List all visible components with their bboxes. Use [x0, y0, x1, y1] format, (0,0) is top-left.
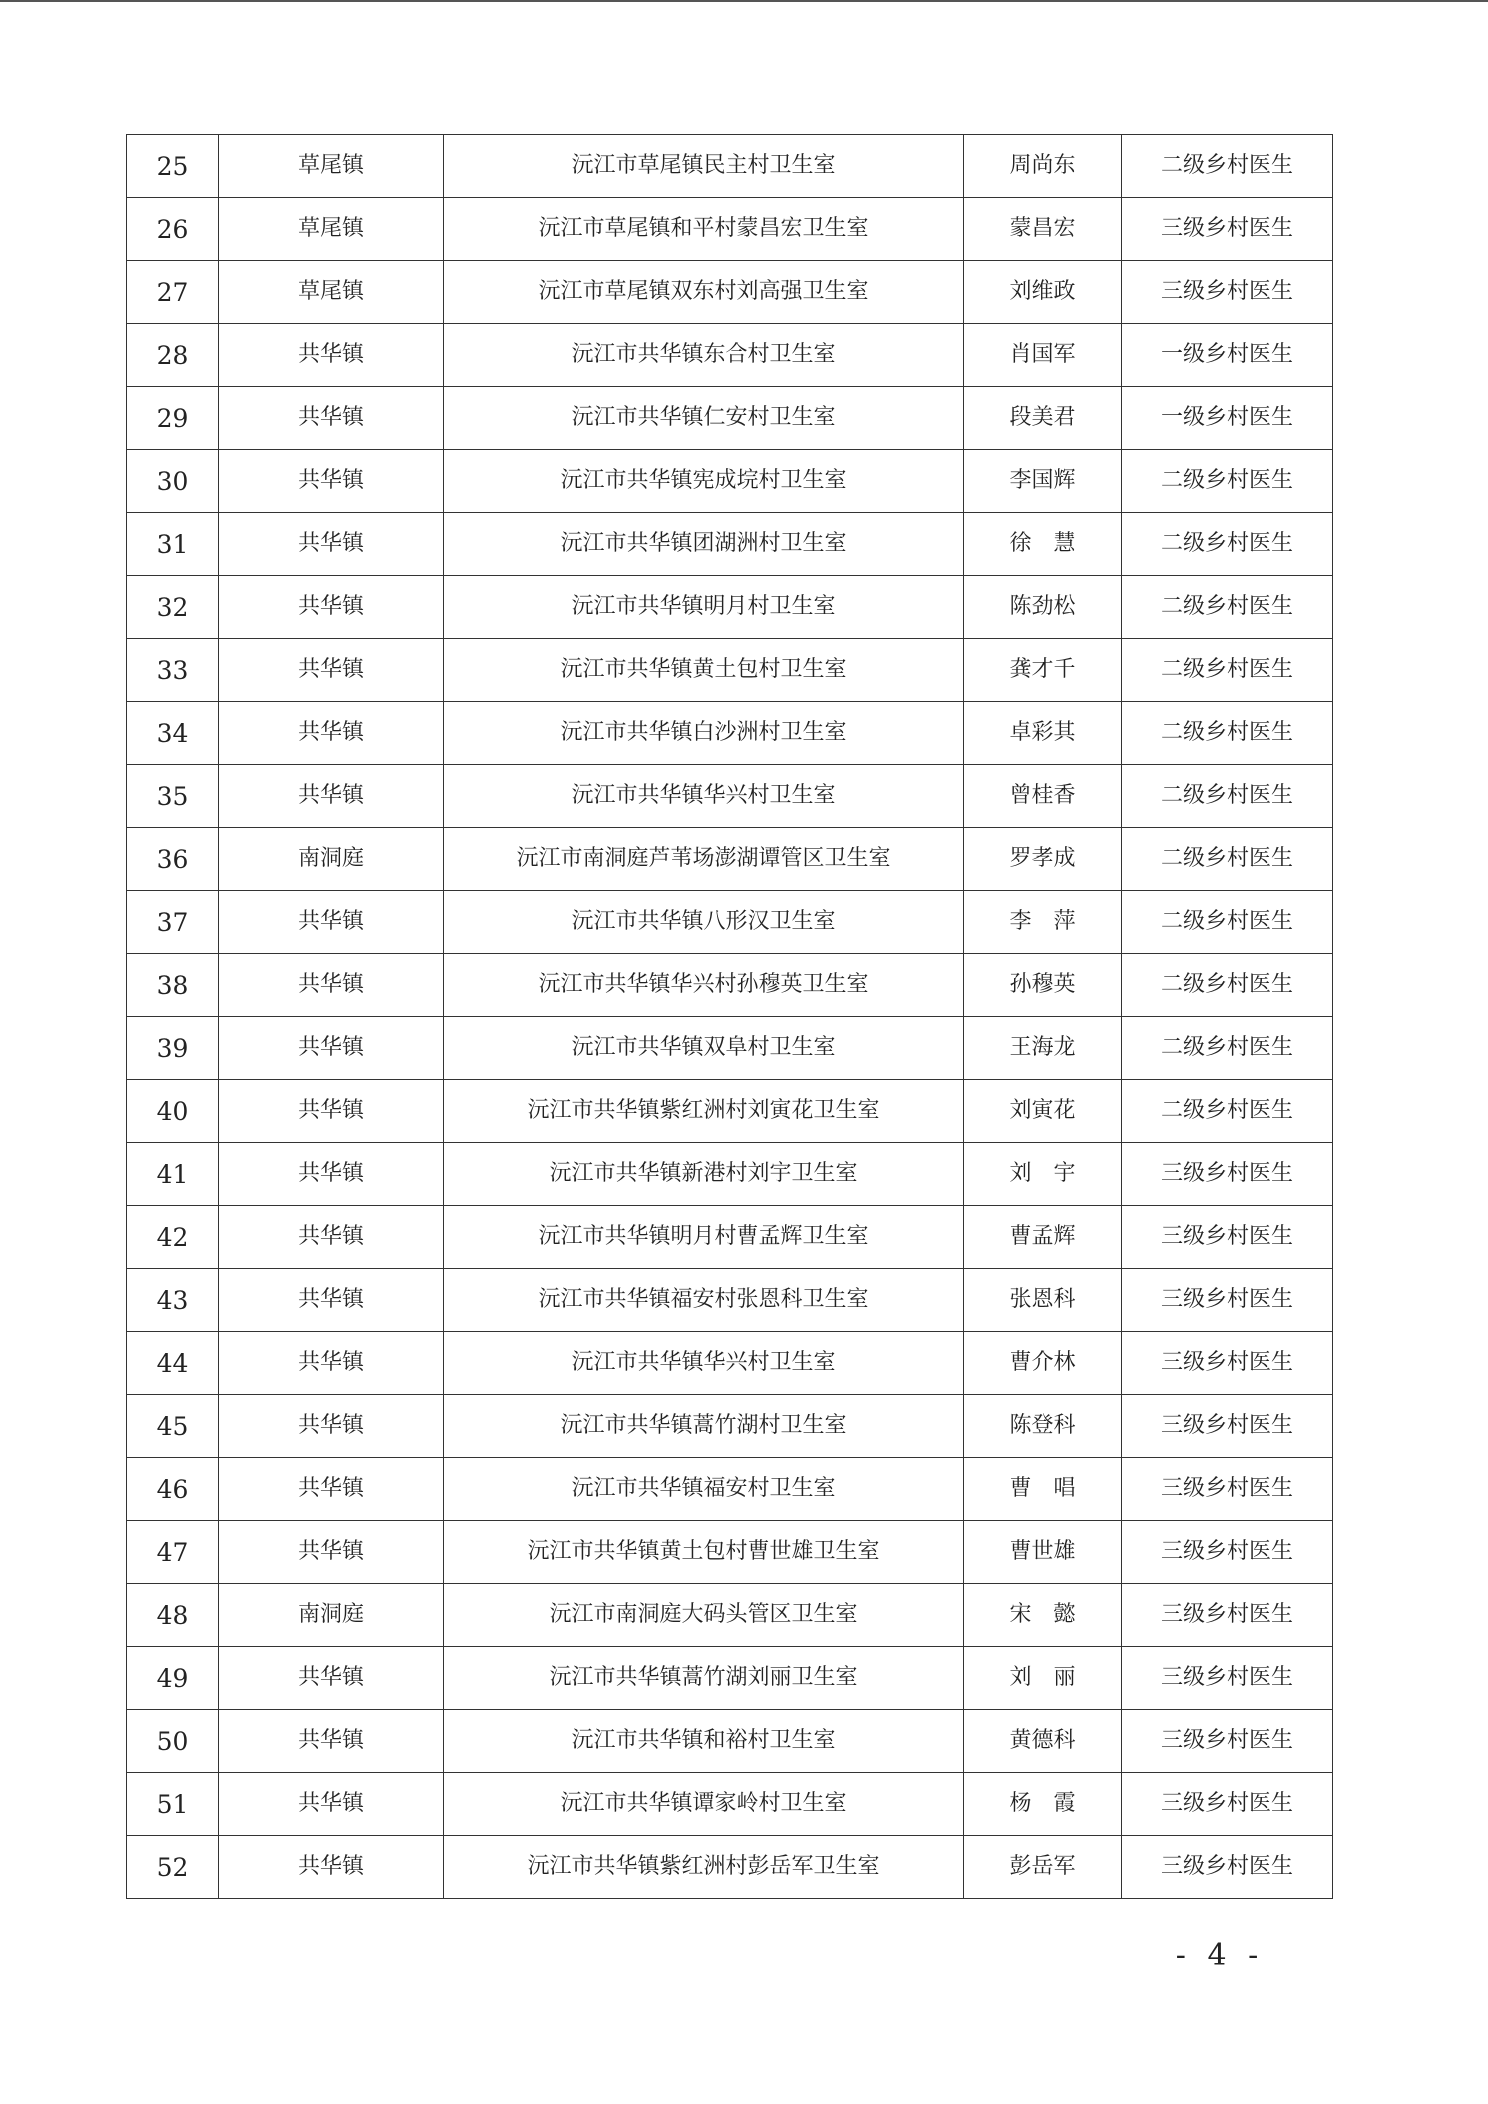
cell-doctor-name: 王海龙	[964, 1017, 1122, 1080]
cell-clinic: 沅江市共华镇黄土包村曹世雄卫生室	[444, 1521, 964, 1584]
cell-doctor-name: 刘 宇	[964, 1143, 1122, 1206]
cell-doctor-level: 三级乡村医生	[1122, 261, 1333, 324]
cell-number: 50	[127, 1710, 219, 1773]
cell-clinic: 沅江市共华镇蒿竹湖刘丽卫生室	[444, 1647, 964, 1710]
cell-doctor-level: 三级乡村医生	[1122, 1710, 1333, 1773]
cell-number: 42	[127, 1206, 219, 1269]
cell-doctor-name: 李国辉	[964, 450, 1122, 513]
cell-town: 共华镇	[219, 1332, 444, 1395]
cell-number: 38	[127, 954, 219, 1017]
table-row	[127, 135, 1333, 198]
table-row	[127, 1269, 1333, 1332]
cell-town: 共华镇	[219, 387, 444, 450]
cell-clinic: 沅江市草尾镇双东村刘高强卫生室	[444, 261, 964, 324]
cell-number: 36	[127, 828, 219, 891]
cell-number: 48	[127, 1584, 219, 1647]
cell-town: 草尾镇	[219, 198, 444, 261]
cell-doctor-level: 一级乡村医生	[1122, 324, 1333, 387]
cell-number: 28	[127, 324, 219, 387]
cell-number: 41	[127, 1143, 219, 1206]
cell-doctor-name: 罗孝成	[964, 828, 1122, 891]
cell-doctor-level: 二级乡村医生	[1122, 828, 1333, 891]
cell-doctor-name: 陈登科	[964, 1395, 1122, 1458]
cell-clinic: 沅江市共华镇华兴村卫生室	[444, 1332, 964, 1395]
cell-doctor-name: 黄德科	[964, 1710, 1122, 1773]
cell-town: 共华镇	[219, 765, 444, 828]
cell-clinic: 沅江市南洞庭芦苇场澎湖谭管区卫生室	[444, 828, 964, 891]
cell-number: 34	[127, 702, 219, 765]
table-row	[127, 198, 1333, 261]
cell-town: 南洞庭	[219, 828, 444, 891]
cell-doctor-name: 李 萍	[964, 891, 1122, 954]
cell-doctor-name: 段美君	[964, 387, 1122, 450]
table-row	[127, 387, 1333, 450]
cell-number: 46	[127, 1458, 219, 1521]
cell-doctor-name: 彭岳军	[964, 1836, 1122, 1899]
cell-clinic: 沅江市共华镇团湖洲村卫生室	[444, 513, 964, 576]
cell-town: 共华镇	[219, 513, 444, 576]
cell-doctor-level: 二级乡村医生	[1122, 1017, 1333, 1080]
cell-town: 共华镇	[219, 1143, 444, 1206]
cell-town: 共华镇	[219, 1017, 444, 1080]
cell-doctor-name: 孙穆英	[964, 954, 1122, 1017]
cell-clinic: 沅江市共华镇黄土包村卫生室	[444, 639, 964, 702]
cell-doctor-level: 三级乡村医生	[1122, 1395, 1333, 1458]
cell-clinic: 沅江市草尾镇和平村蒙昌宏卫生室	[444, 198, 964, 261]
table-row	[127, 954, 1333, 1017]
cell-number: 29	[127, 387, 219, 450]
cell-clinic: 沅江市共华镇东合村卫生室	[444, 324, 964, 387]
cell-clinic: 沅江市草尾镇民主村卫生室	[444, 135, 964, 198]
cell-town: 草尾镇	[219, 261, 444, 324]
cell-clinic: 沅江市共华镇福安村张恩科卫生室	[444, 1269, 964, 1332]
cell-town: 共华镇	[219, 1458, 444, 1521]
cell-number: 39	[127, 1017, 219, 1080]
cell-doctor-level: 二级乡村医生	[1122, 135, 1333, 198]
table-row	[127, 1773, 1333, 1836]
cell-town: 共华镇	[219, 450, 444, 513]
cell-clinic: 沅江市南洞庭大码头管区卫生室	[444, 1584, 964, 1647]
cell-doctor-level: 三级乡村医生	[1122, 1521, 1333, 1584]
cell-clinic: 沅江市共华镇仁安村卫生室	[444, 387, 964, 450]
cell-town: 共华镇	[219, 954, 444, 1017]
cell-town: 共华镇	[219, 891, 444, 954]
table-row	[127, 891, 1333, 954]
cell-number: 43	[127, 1269, 219, 1332]
cell-clinic: 沅江市共华镇福安村卫生室	[444, 1458, 964, 1521]
cell-number: 35	[127, 765, 219, 828]
table-body	[127, 135, 1333, 1899]
table-row	[127, 702, 1333, 765]
cell-doctor-name: 陈劲松	[964, 576, 1122, 639]
cell-town: 共华镇	[219, 1080, 444, 1143]
cell-doctor-level: 三级乡村医生	[1122, 1647, 1333, 1710]
cell-doctor-name: 曾桂香	[964, 765, 1122, 828]
cell-doctor-name: 龚才千	[964, 639, 1122, 702]
cell-clinic: 沅江市共华镇新港村刘宇卫生室	[444, 1143, 964, 1206]
cell-clinic: 沅江市共华镇紫红洲村刘寅花卫生室	[444, 1080, 964, 1143]
cell-town: 共华镇	[219, 702, 444, 765]
cell-clinic: 沅江市共华镇八形汉卫生室	[444, 891, 964, 954]
cell-number: 45	[127, 1395, 219, 1458]
table-row	[127, 639, 1333, 702]
cell-doctor-name: 张恩科	[964, 1269, 1122, 1332]
cell-doctor-name: 曹孟辉	[964, 1206, 1122, 1269]
cell-town: 共华镇	[219, 1395, 444, 1458]
table-row	[127, 1143, 1333, 1206]
top-border-line	[0, 0, 1488, 2]
table-row	[127, 1584, 1333, 1647]
table-row	[127, 828, 1333, 891]
table-row	[127, 1395, 1333, 1458]
table-row	[127, 1080, 1333, 1143]
cell-doctor-name: 刘 丽	[964, 1647, 1122, 1710]
cell-doctor-level: 二级乡村医生	[1122, 576, 1333, 639]
table-row	[127, 1206, 1333, 1269]
cell-clinic: 沅江市共华镇华兴村卫生室	[444, 765, 964, 828]
cell-clinic: 沅江市共华镇紫红洲村彭岳军卫生室	[444, 1836, 964, 1899]
cell-doctor-name: 曹介林	[964, 1332, 1122, 1395]
cell-doctor-level: 二级乡村医生	[1122, 450, 1333, 513]
cell-town: 共华镇	[219, 1647, 444, 1710]
cell-doctor-name: 卓彩其	[964, 702, 1122, 765]
cell-town: 共华镇	[219, 1269, 444, 1332]
cell-clinic: 沅江市共华镇宪成垸村卫生室	[444, 450, 964, 513]
cell-doctor-name: 蒙昌宏	[964, 198, 1122, 261]
cell-doctor-level: 三级乡村医生	[1122, 1836, 1333, 1899]
table-row	[127, 513, 1333, 576]
cell-number: 26	[127, 198, 219, 261]
table-row	[127, 1647, 1333, 1710]
cell-town: 共华镇	[219, 1206, 444, 1269]
cell-doctor-level: 二级乡村医生	[1122, 891, 1333, 954]
cell-clinic: 沅江市共华镇双阜村卫生室	[444, 1017, 964, 1080]
cell-number: 27	[127, 261, 219, 324]
cell-town: 共华镇	[219, 1773, 444, 1836]
cell-town: 共华镇	[219, 576, 444, 639]
cell-number: 40	[127, 1080, 219, 1143]
cell-town: 共华镇	[219, 1521, 444, 1584]
table-row	[127, 324, 1333, 387]
cell-clinic: 沅江市共华镇明月村卫生室	[444, 576, 964, 639]
cell-clinic: 沅江市共华镇谭家岭村卫生室	[444, 1773, 964, 1836]
cell-doctor-level: 二级乡村医生	[1122, 513, 1333, 576]
cell-doctor-level: 三级乡村医生	[1122, 1269, 1333, 1332]
cell-clinic: 沅江市共华镇和裕村卫生室	[444, 1710, 964, 1773]
table-row	[127, 1017, 1333, 1080]
cell-number: 33	[127, 639, 219, 702]
table-row	[127, 1332, 1333, 1395]
cell-number: 49	[127, 1647, 219, 1710]
cell-doctor-name: 周尚东	[964, 135, 1122, 198]
cell-doctor-name: 曹 唱	[964, 1458, 1122, 1521]
cell-doctor-level: 三级乡村医生	[1122, 1458, 1333, 1521]
table-row	[127, 450, 1333, 513]
cell-doctor-level: 一级乡村医生	[1122, 387, 1333, 450]
cell-number: 32	[127, 576, 219, 639]
table-row	[127, 1521, 1333, 1584]
cell-doctor-level: 三级乡村医生	[1122, 1584, 1333, 1647]
cell-doctor-level: 二级乡村医生	[1122, 1080, 1333, 1143]
cell-doctor-name: 宋 懿	[964, 1584, 1122, 1647]
table-row	[127, 1458, 1333, 1521]
cell-number: 31	[127, 513, 219, 576]
cell-doctor-name: 肖国军	[964, 324, 1122, 387]
cell-doctor-level: 二级乡村医生	[1122, 954, 1333, 1017]
cell-clinic: 沅江市共华镇蒿竹湖村卫生室	[444, 1395, 964, 1458]
cell-clinic: 沅江市共华镇华兴村孙穆英卫生室	[444, 954, 964, 1017]
cell-doctor-level: 二级乡村医生	[1122, 765, 1333, 828]
cell-town: 共华镇	[219, 1710, 444, 1773]
table-row	[127, 1836, 1333, 1899]
cell-town: 共华镇	[219, 1836, 444, 1899]
cell-clinic: 沅江市共华镇白沙洲村卫生室	[444, 702, 964, 765]
table-row	[127, 1710, 1333, 1773]
cell-doctor-level: 三级乡村医生	[1122, 1206, 1333, 1269]
cell-doctor-name: 杨 霞	[964, 1773, 1122, 1836]
table-row	[127, 765, 1333, 828]
cell-doctor-name: 曹世雄	[964, 1521, 1122, 1584]
cell-town: 草尾镇	[219, 135, 444, 198]
cell-clinic: 沅江市共华镇明月村曹孟辉卫生室	[444, 1206, 964, 1269]
cell-doctor-level: 三级乡村医生	[1122, 198, 1333, 261]
cell-number: 52	[127, 1836, 219, 1899]
cell-town: 共华镇	[219, 639, 444, 702]
doctor-roster-table	[126, 134, 1333, 1899]
cell-number: 30	[127, 450, 219, 513]
cell-doctor-level: 二级乡村医生	[1122, 639, 1333, 702]
cell-doctor-level: 二级乡村医生	[1122, 702, 1333, 765]
cell-doctor-name: 刘维政	[964, 261, 1122, 324]
cell-doctor-level: 三级乡村医生	[1122, 1773, 1333, 1836]
cell-doctor-level: 三级乡村医生	[1122, 1143, 1333, 1206]
cell-doctor-level: 三级乡村医生	[1122, 1332, 1333, 1395]
cell-doctor-name: 徐 慧	[964, 513, 1122, 576]
cell-number: 44	[127, 1332, 219, 1395]
cell-doctor-name: 刘寅花	[964, 1080, 1122, 1143]
cell-number: 47	[127, 1521, 219, 1584]
cell-number: 51	[127, 1773, 219, 1836]
table-row	[127, 576, 1333, 639]
cell-number: 37	[127, 891, 219, 954]
cell-number: 25	[127, 135, 219, 198]
table-row	[127, 261, 1333, 324]
page-number: - 4 -	[1175, 1938, 1265, 1973]
cell-town: 共华镇	[219, 324, 444, 387]
cell-town: 南洞庭	[219, 1584, 444, 1647]
